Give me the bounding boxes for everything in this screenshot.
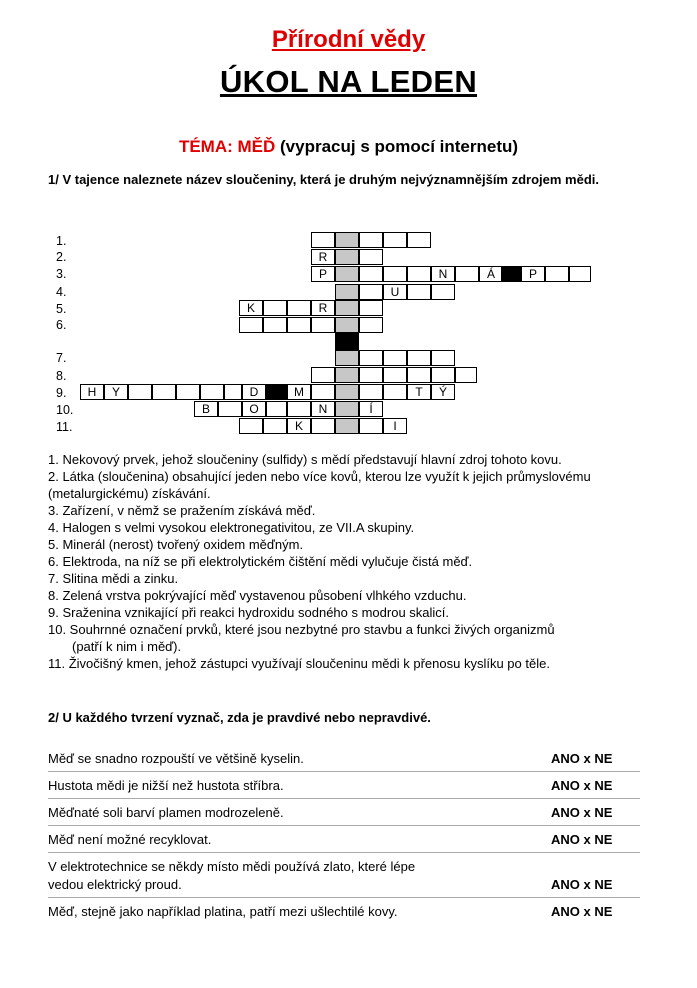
crossword-cell[interactable] [335,284,359,300]
crossword-cell[interactable] [263,418,287,434]
task1-instruction: 1/ V tajence naleznete název sloučeniny, která je druhým nejvýznamnějším zdrojem mědi. [48,172,600,187]
crossword-cell[interactable] [218,401,242,417]
clue-item: 2. Látka (sloučenina) obsahující jeden nebo více kovů, kterou lze využít k jejich průmyslovému [48,469,591,484]
statement: Měďnaté soli barví plamen modrozeleně. [48,805,284,820]
crossword-cell[interactable] [407,232,431,248]
crossword-cell[interactable] [383,350,407,366]
crossword-cell[interactable] [287,300,311,316]
crossword-cell[interactable]: T [407,384,431,400]
divider [48,852,640,853]
clue-item: 4. Halogen s velmi vysokou elektronegativitou, ze VII.A skupiny. [48,520,415,535]
clue-item: 9. Sraženina vznikající při reakci hydroxidu sodného s modrou skalicí. [48,605,450,620]
crossword-cell[interactable]: O [242,401,266,417]
crossword-cell[interactable]: D [242,384,266,400]
crossword-cell[interactable] [545,266,569,282]
clue-item: 10. Souhrnné označení prvků, které jsou nezbytné pro stavbu a funkci živých organizmů [48,622,555,637]
crossword-cell[interactable] [239,317,263,333]
crossword-cell[interactable] [359,232,383,248]
row-number: 8. [56,369,67,383]
crossword-cell[interactable] [407,284,431,300]
crossword-cell[interactable]: Á [479,266,503,282]
answer-choice[interactable]: ANO x NE [551,832,613,847]
crossword-cell[interactable]: U [383,284,407,300]
crossword-cell[interactable] [407,350,431,366]
crossword-cell[interactable]: R [311,249,335,265]
crossword-cell[interactable] [263,300,287,316]
crossword-blocked-cell [335,333,359,350]
crossword-cell[interactable] [335,384,359,400]
row-number: 11. [56,420,73,434]
crossword-cell[interactable] [359,300,383,316]
crossword-cell[interactable] [383,266,407,282]
row-number: 9. [56,386,67,400]
crossword-cell[interactable]: K [287,418,311,434]
divider [48,771,640,772]
crossword-cell[interactable] [335,317,359,333]
row-number: 5. [56,302,67,316]
crossword-cell[interactable] [359,284,383,300]
crossword-cell[interactable] [359,249,383,265]
crossword-cell[interactable]: B [194,401,218,417]
divider [48,897,640,898]
clue-item: 8. Zelená vrstva pokrývající měď vystavenou působení vlhkého vzduchu. [48,588,467,603]
crossword-cell[interactable] [359,266,383,282]
crossword-cell[interactable] [335,249,359,265]
clue-item: 3. Zařízení, v němž se pražením získává měď. [48,503,316,518]
crossword-cell[interactable] [407,266,431,282]
row-number: 1. [56,234,67,248]
crossword-cell[interactable] [431,284,455,300]
crossword-cell[interactable] [359,367,383,383]
answer-choice[interactable]: ANO x NE [551,904,613,919]
crossword-cell[interactable] [287,317,311,333]
crossword-cell[interactable]: M [287,384,311,400]
clue-item: 7. Slitina mědi a zinku. [48,571,179,586]
crossword-cell[interactable] [239,418,263,434]
crossword-cell[interactable] [431,367,455,383]
crossword-cell[interactable] [335,418,359,434]
answer-choice[interactable]: ANO x NE [551,751,613,766]
crossword-cell[interactable] [311,232,335,248]
divider [48,825,640,826]
topic-label: TÉMA: MĚĎ [178,137,276,156]
crossword-cell[interactable] [335,367,359,383]
crossword-cell[interactable]: N [311,401,335,417]
crossword-cell[interactable]: K [239,300,263,316]
topic-note: (vypracuj s pomocí internetu) [275,137,519,156]
statement-continuation: vedou elektrický proud. [48,877,182,892]
statement: Měď není možné recyklovat. [48,832,212,847]
topic-heading [0,137,697,157]
answer-choice[interactable]: ANO x NE [551,877,613,892]
crossword-cell[interactable] [263,317,287,333]
clue-item: 6. Elektroda, na níž se při elektrolytickém čištění mědi vylučuje čistá měď. [48,554,473,569]
subject-heading: Přírodní vědy [271,26,426,53]
answer-choice[interactable]: ANO x NE [551,778,613,793]
crossword-cell[interactable] [569,266,591,282]
crossword-cell[interactable] [335,350,359,366]
page-title: ÚKOL NA LEDEN [219,64,478,99]
row-number: 3. [56,267,67,281]
divider [48,798,640,799]
crossword-cell[interactable] [383,384,407,400]
crossword-cell[interactable]: N [431,266,455,282]
crossword-cell[interactable] [335,266,359,282]
crossword-cell[interactable] [383,232,407,248]
clue-item-continuation: (metalurgickému) získávání. [48,486,211,501]
statement: Hustota mědi je nižší než hustota stříbra. [48,778,284,793]
crossword-cell[interactable]: H [80,384,104,400]
statement: Měď se snadno rozpouští ve většině kyselin. [48,751,304,766]
crossword-cell[interactable] [176,384,200,400]
crossword-cell[interactable]: P [521,266,545,282]
clue-item: 11. Živočišný kmen, jehož zástupci využívají sloučeninu mědi k přenosu kyslíku po těle. [48,656,550,671]
answer-choice[interactable]: ANO x NE [551,805,613,820]
crossword-cell[interactable] [335,401,359,417]
row-number: 4. [56,285,67,299]
clue-item-continuation: (patří k nim i měď). [72,639,182,654]
crossword-cell[interactable] [311,384,335,400]
crossword-cell[interactable] [128,384,152,400]
clue-item: 5. Minerál (nerost) tvořený oxidem měďným. [48,537,304,552]
crossword-cell[interactable]: Y [104,384,128,400]
crossword-cell[interactable] [455,367,477,383]
row-number: 2. [56,250,67,264]
crossword-cell[interactable]: I [383,418,407,434]
crossword-cell[interactable]: P [311,266,335,282]
row-number: 10. [56,403,74,417]
crossword-cell[interactable] [200,384,224,400]
crossword-cell[interactable]: Ý [431,384,455,400]
crossword-cell[interactable] [335,232,359,248]
crossword-cell[interactable] [359,418,383,434]
crossword-cell[interactable] [455,266,479,282]
crossword-cell[interactable] [152,384,176,400]
crossword-cell[interactable]: R [311,300,335,316]
crossword-cell[interactable] [311,317,335,333]
clue-list [48,451,688,672]
crossword-cell[interactable] [431,350,455,366]
statement: V elektrotechnice se někdy místo mědi používá zlato, které lépe [48,859,416,874]
crossword-cell[interactable] [335,300,359,316]
crossword-cell[interactable] [407,367,431,383]
crossword-cell[interactable]: Í [359,401,383,417]
crossword-cell[interactable] [383,367,407,383]
row-number: 6. [56,318,67,332]
crossword-cell[interactable] [311,367,335,383]
statement: Měď, stejně jako například platina, patří mezi ušlechtilé kovy. [48,904,398,919]
crossword-cell[interactable] [311,418,335,434]
task2-instruction: 2/ U každého tvrzení vyznač, zda je pravdivé nebo nepravdivé. [48,710,431,725]
crossword-cell[interactable] [359,384,383,400]
crossword-blocked-cell [501,266,521,282]
row-number: 7. [56,351,67,365]
crossword-cell[interactable] [287,401,311,417]
crossword-blocked-cell [266,384,287,400]
crossword-cell[interactable] [266,401,287,417]
crossword-cell[interactable] [359,350,383,366]
clue-item: 1. Nekovový prvek, jehož sloučeniny (sulfidy) s mědí představují hlavní zdroj tohoto kovu. [48,452,562,467]
crossword-cell[interactable] [224,384,242,400]
crossword-cell[interactable] [359,317,383,333]
